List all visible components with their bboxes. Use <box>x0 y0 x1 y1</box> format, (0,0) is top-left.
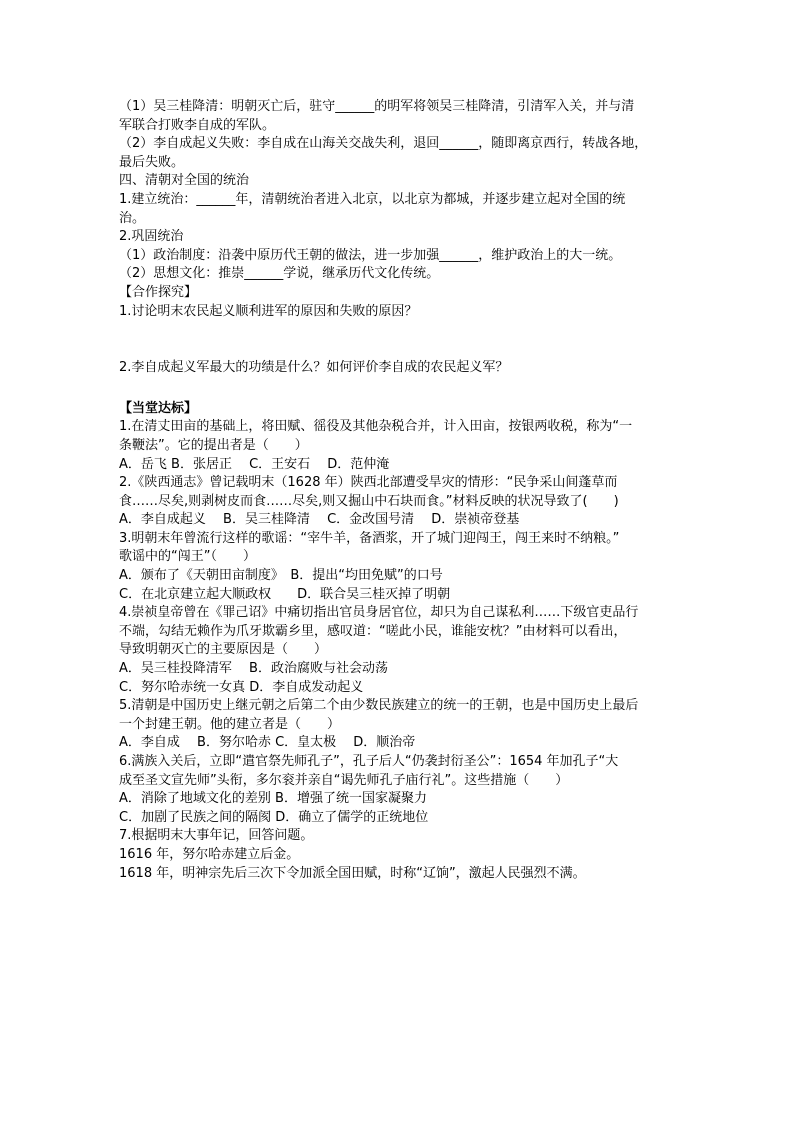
text-line: （2）李自成起义失败：李自成在山海关交战失利，退回______，随即离京西行，转战各地， <box>119 136 648 152</box>
text-line: 3.明朝末年曾流行这样的歌谣：“宰牛羊，备酒浆，开了城门迎闯王，闯王来时不纳粮。” <box>119 530 620 546</box>
text-line: 1.在清丈田亩的基础上，将田赋、徭役及其他杂税合并，计入田亩，按银两收税，称为“一 <box>119 419 633 435</box>
text-line: A．吴三桂投降清军 B．政治腐败与社会动荡 <box>119 661 388 677</box>
text-line: 2.巩固统治 <box>119 229 184 245</box>
text-line: 歌谣中的“闯王”（ ） <box>119 549 256 565</box>
section-block-1 <box>119 98 679 321</box>
text-line: A．颁布了《天朝田亩制度》 B．提出“均田免赋”的口号 <box>119 568 443 584</box>
text-line: A．岳飞 B．张居正 C．王安石 D．范仲淹 <box>119 456 390 472</box>
text-line: A．消除了地域文化的差别 B．增强了统一国家凝聚力 <box>119 791 427 807</box>
section-block-2 <box>119 418 679 883</box>
text-line: 食……尽矣,则剥树皮而食……尽矣,则又掘山中石块而食。”材料反映的状况导致了( ) <box>119 493 619 509</box>
answer-space-2 <box>119 378 679 400</box>
text-line: 6.满族入关后，立即“遣官祭先师孔子”，孔子后人“仍袭封衍圣公”：1654 年加孔子“大 <box>119 754 619 769</box>
text-line: 【合作探究】 <box>119 284 198 300</box>
text-line: C．加剧了民族之间的隔阂 D．确立了儒学的正统地位 <box>119 809 429 825</box>
text-line: 条鞭法”。它的提出者是（ ） <box>119 437 308 453</box>
text-line: （1）政治制度：沿袭中原历代王朝的做法，进一步加强______，维护政治上的大一统。 <box>119 247 622 263</box>
text-line: 治。 <box>119 210 146 226</box>
text-line: （1）吴三桂降清：明朝灭亡后，驻守______的明军将领吴三桂降清，引清军入关，并与清 <box>119 99 635 114</box>
section-title: 【当堂达标】 <box>119 400 198 416</box>
text-line: 成至圣文宣先师”头衔，多尔衮并亲自“谒先师孔子庙行礼”。这些措施（ ） <box>119 772 569 788</box>
text-line: C．努尔哈赤统一女真 D．李自成发动起义 <box>119 679 364 695</box>
text-line: 1.讨论明末农民起义顺利进军的原因和失败的原因？ <box>119 303 418 319</box>
text-line: 导致明朝灭亡的主要原因是（ ） <box>119 642 328 658</box>
question-2: 2.李自成起义军最大的功绩是什么？如何评价李自成的农民起义军？ <box>119 360 509 376</box>
text-line: 2.《陕西通志》曾记载明末（1628 年）陕西北部遭受旱灾的情形：“民争采山间蓬草而 <box>119 475 618 491</box>
text-line: 1618 年，明神宗先后三次下令加派全国田赋，时称“辽饷”，激起人民强烈不满。 <box>119 865 586 881</box>
text-line: 1616 年，努尔哈赤建立后金。 <box>119 846 300 862</box>
text-line: A．李自成起义 B．吴三桂降清 C．金改国号清 D．崇祯帝登基 <box>119 512 520 528</box>
text-line: 四、清朝对全国的统治 <box>119 173 250 189</box>
document-page <box>119 98 679 883</box>
text-line: 5.清朝是中国历史上继元朝之后第二个由少数民族建立的统一的王朝，也是中国历史上最后 <box>119 698 639 714</box>
text-line: 4.崇祯皇帝曾在《罪己诏》中痛切指出官员身居官位，却只为自己谋私利……下级官吏品行 <box>119 605 639 621</box>
text-line: A．李自成 B．努尔哈赤 C．皇太极 D．顺治帝 <box>119 735 416 751</box>
text-line: 军联合打败李自成的军队。 <box>119 117 276 133</box>
text-line: 最后失败。 <box>119 154 185 170</box>
text-line: 一个封建王朝。他的建立者是（ ） <box>119 716 341 732</box>
text-line: 1.建立统治：______年，清朝统治者进入北京，以北京为都城，并逐步建立起对全国的统 <box>119 191 626 207</box>
text-line: 7.根据明末大事年记，回答问题。 <box>119 828 314 844</box>
text-line: C．在北京建立起大顺政权 D．联合吴三桂灭掉了明朝 <box>119 586 451 602</box>
text-line: （2）思想文化：推崇______学说，继承历代文化传统。 <box>119 266 440 282</box>
text-line: 不端，勾结无赖作为爪牙欺霸乡里，感叹道：“嗟此小民，谁能安枕？”由材料可以看出， <box>119 623 627 639</box>
answer-space-1 <box>119 321 679 359</box>
